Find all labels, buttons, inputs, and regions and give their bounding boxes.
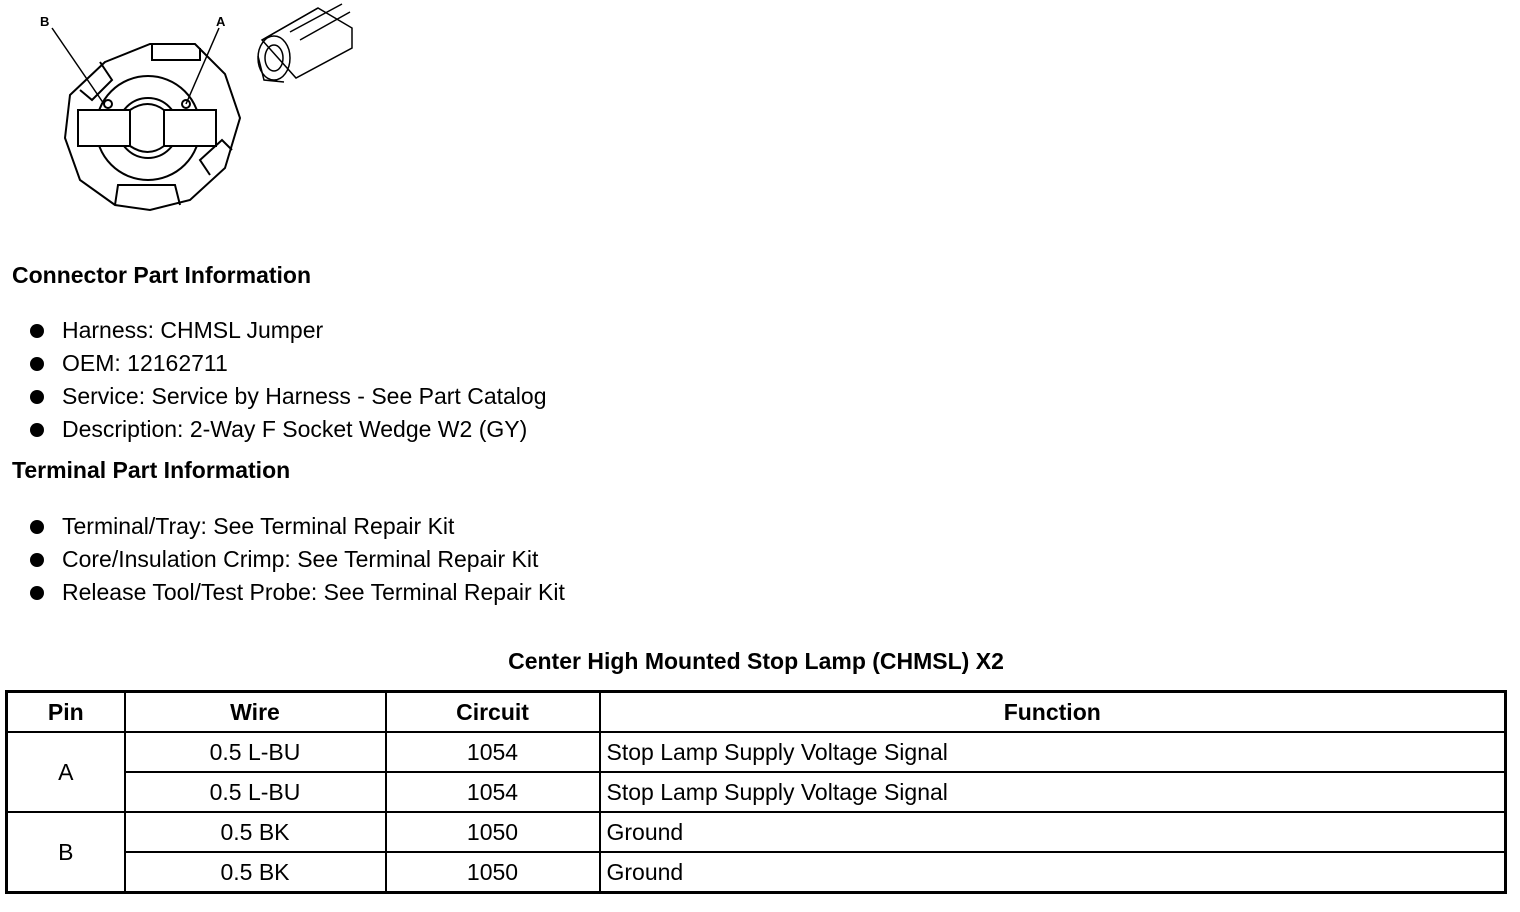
wire-cell: 0.5 L-BU [125,772,386,812]
list-item: Release Tool/Test Probe: See Terminal Repair Kit [30,576,565,609]
wire-cell: 0.5 BK [125,812,386,852]
table-title: Center High Mounted Stop Lamp (CHMSL) X2 [508,648,1004,674]
locking-tab-bottom [115,185,180,205]
connector-part-heading: Connector Part Information [12,262,312,288]
table-row [7,772,1506,812]
list-item: OEM: 12162711 [30,347,546,380]
circuit-cell: 1050 [386,852,600,893]
list-item: Harness: CHMSL Jumper [30,314,546,347]
callout-line-a [186,28,219,104]
column-header-wire: Wire [125,692,386,733]
table-header-row [7,692,1506,733]
locking-tab-top [152,44,200,60]
pin-cell: A [7,732,125,812]
terminal-blade-right [164,110,216,146]
wire-cell: 0.5 BK [125,852,386,893]
bullet-icon [30,324,44,338]
function-cell: Ground [600,852,1506,893]
connector-part-list [30,314,546,446]
table-row [7,812,1506,852]
bullet-icon [30,390,44,404]
list-item: Description: 2-Way F Socket Wedge W2 (GY) [30,413,546,446]
wire-cell: 0.5 L-BU [125,732,386,772]
table-row [7,852,1506,893]
callout-label-b: B [40,14,50,29]
pin-b-marker [104,100,112,108]
column-header-pin: Pin [7,692,125,733]
terminal-part-list [30,510,565,609]
bullet-icon [30,553,44,567]
bullet-icon [30,357,44,371]
bullet-icon [30,586,44,600]
callout-label-a: A [216,14,226,29]
bullet-icon [30,520,44,534]
circuit-cell: 1054 [386,772,600,812]
bullet-icon [30,423,44,437]
pin-table [5,690,1507,894]
list-item: Core/Insulation Crimp: See Terminal Repair Kit [30,543,565,576]
list-item: Service: Service by Harness - See Part Catalog [30,380,546,413]
function-cell: Stop Lamp Supply Voltage Signal [600,772,1506,812]
column-header-function: Function [600,692,1506,733]
callout-line-b [52,28,104,104]
terminal-part-heading: Terminal Part Information [12,457,291,483]
function-cell: Ground [600,812,1506,852]
connector-illustration [0,0,380,230]
function-cell: Stop Lamp Supply Voltage Signal [600,732,1506,772]
circuit-cell: 1050 [386,812,600,852]
column-header-circuit: Circuit [386,692,600,733]
connector-isometric-view [258,4,352,82]
list-item: Terminal/Tray: See Terminal Repair Kit [30,510,565,543]
terminal-center [130,104,164,152]
pin-cell: B [7,812,125,893]
circuit-cell: 1054 [386,732,600,772]
terminal-blade-left [78,110,130,146]
table-row [7,732,1506,772]
